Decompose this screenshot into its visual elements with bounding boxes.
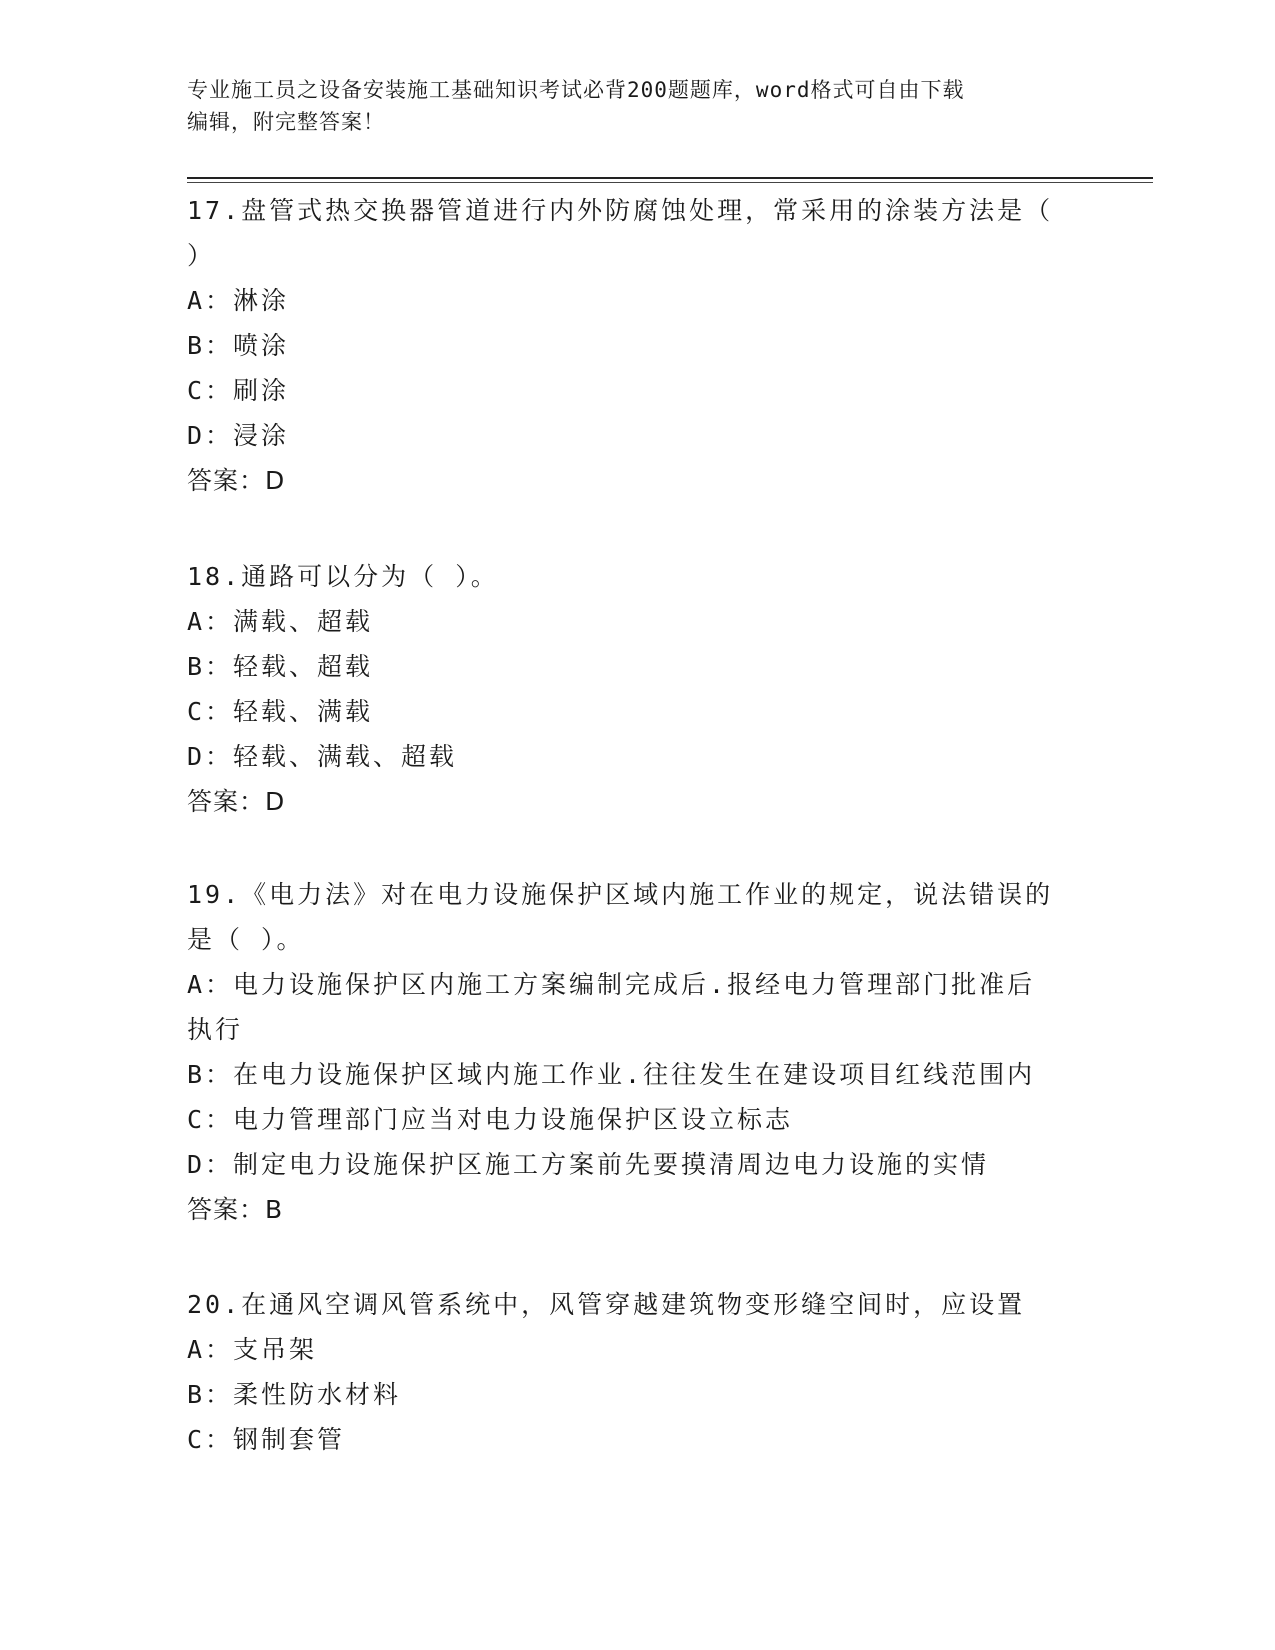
- option-a-continued: 执行: [187, 1015, 244, 1044]
- answer: 答案：D: [187, 466, 286, 495]
- header-line-1: 专业施工员之设备安装施工基础知识考试必背200题题库，word格式可自由下载: [187, 78, 965, 102]
- option-b: B：喷涂: [187, 331, 290, 360]
- option-b: B：柔性防水材料: [187, 1380, 402, 1409]
- question-text: 19.《电力法》对在电力设施保护区域内施工作业的规定，说法错误的: [187, 880, 1054, 909]
- option-b: B：在电力设施保护区域内施工作业.往往发生在建设项目红线范围内: [187, 1060, 1036, 1089]
- header-divider-thick: [187, 177, 1153, 179]
- option-a: A：淋涂: [187, 286, 290, 315]
- option-a: A：电力设施保护区内施工方案编制完成后.报经电力管理部门批准后: [187, 970, 1036, 999]
- question-text-continued: 是（ ）。: [187, 925, 305, 954]
- question-text: 18.通路可以分为（ ）。: [187, 562, 499, 591]
- option-d: D：制定电力设施保护区施工方案前先要摸清周边电力设施的实情: [187, 1150, 990, 1179]
- option-c: C：钢制套管: [187, 1425, 346, 1454]
- option-c: C：轻载、满载: [187, 697, 374, 726]
- question-text: 17.盘管式热交换器管道进行内外防腐蚀处理，常采用的涂装方法是（: [187, 196, 1054, 225]
- question-19: [187, 872, 1087, 1232]
- option-d: D：浸涂: [187, 421, 290, 450]
- answer: 答案：B: [187, 1195, 284, 1224]
- document-header: [187, 74, 1067, 138]
- question-text-continued: ）: [187, 241, 216, 270]
- option-a: A：支吊架: [187, 1335, 318, 1364]
- question-18: [187, 554, 1087, 824]
- header-divider-thin: [187, 182, 1153, 183]
- question-text: 20.在通风空调风管系统中，风管穿越建筑物变形缝空间时，应设置: [187, 1290, 1026, 1319]
- answer: 答案：D: [187, 787, 286, 816]
- question-17: [187, 188, 1087, 503]
- header-line-2: 编辑，附完整答案！: [187, 110, 385, 134]
- option-c: C：刷涂: [187, 376, 290, 405]
- option-a: A：满载、超载: [187, 607, 374, 636]
- option-b: B：轻载、超载: [187, 652, 374, 681]
- option-d: D：轻载、满载、超载: [187, 742, 458, 771]
- question-20: [187, 1282, 1087, 1462]
- option-c: C：电力管理部门应当对电力设施保护区设立标志: [187, 1105, 794, 1134]
